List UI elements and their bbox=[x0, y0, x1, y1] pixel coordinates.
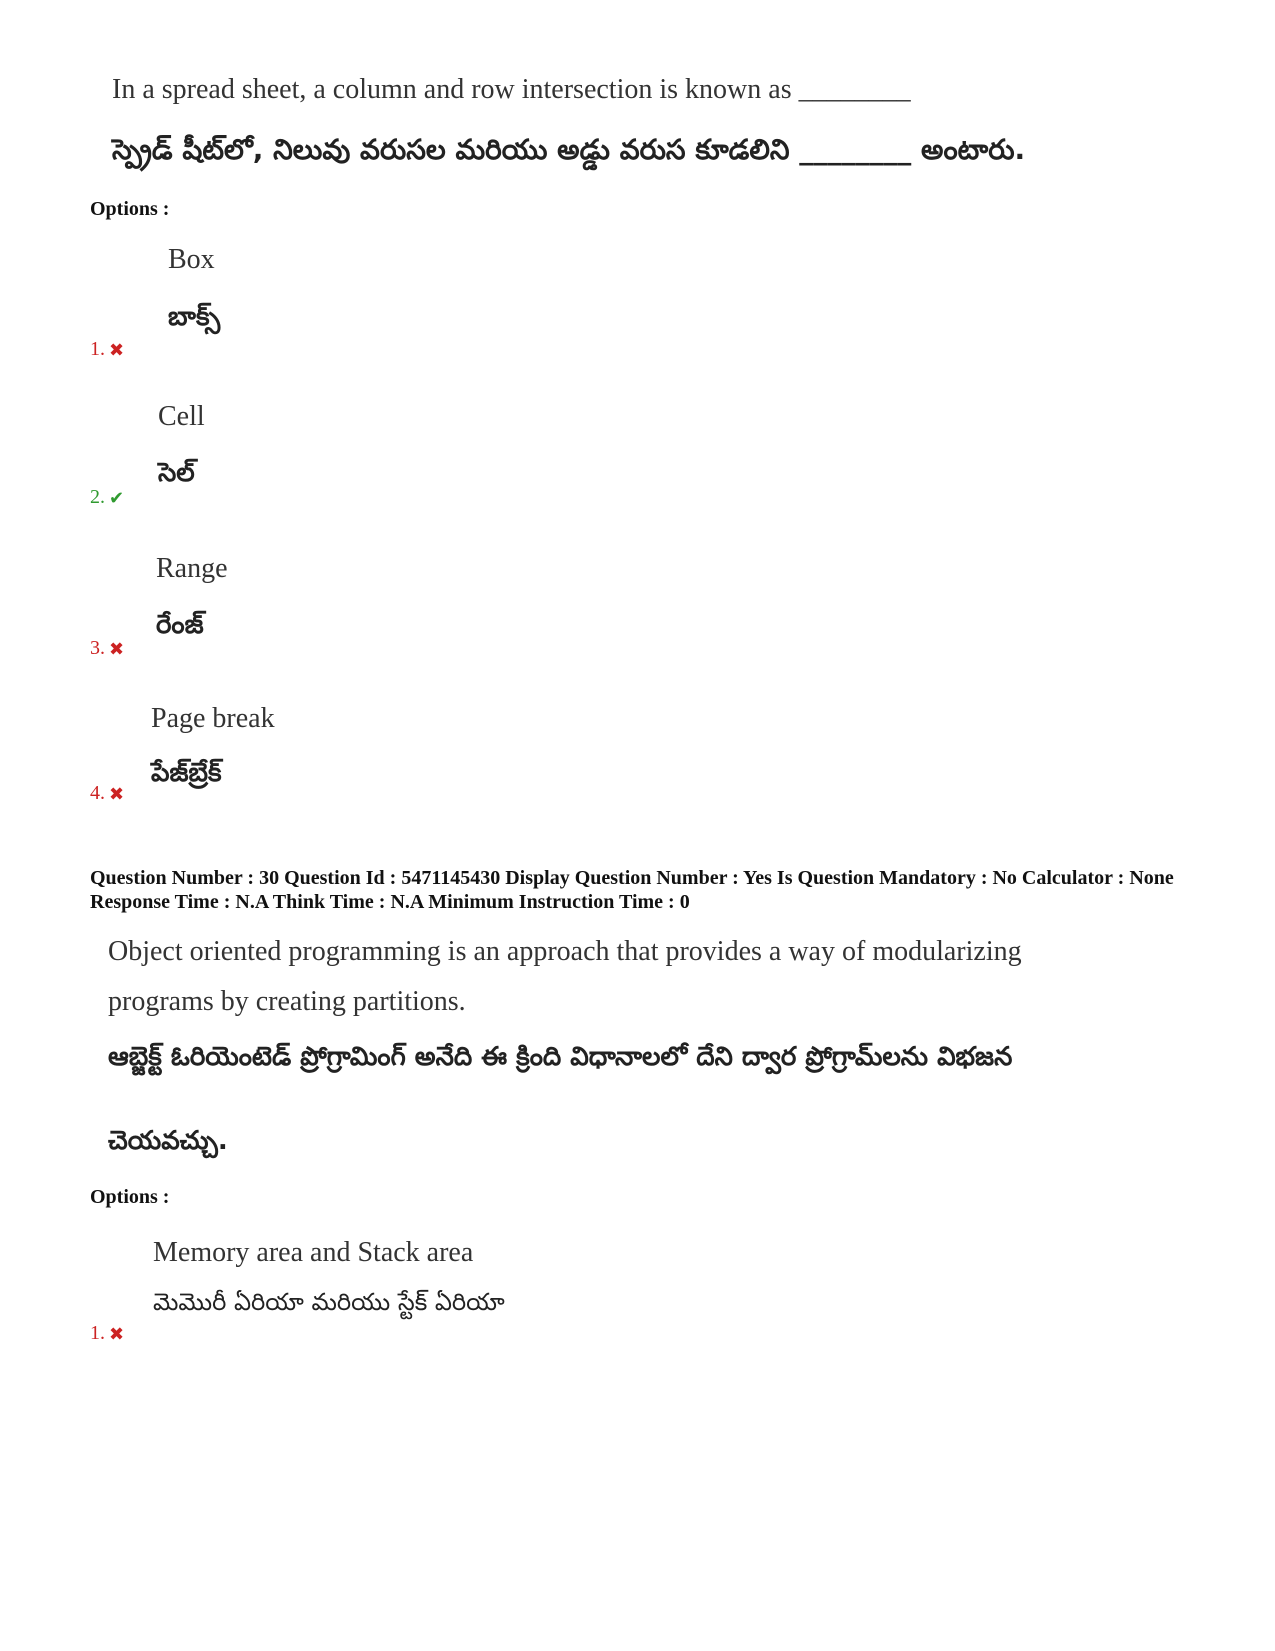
option-number: 1. bbox=[90, 338, 105, 360]
options-label: Options : bbox=[90, 198, 170, 220]
cross-icon: ✖ bbox=[109, 638, 125, 659]
option-1-text-en: Box bbox=[168, 244, 215, 275]
question-text-en-line1: Object oriented programming is an approach that provides a way of modularizing bbox=[108, 936, 1022, 967]
cross-icon: ✖ bbox=[109, 339, 125, 360]
option-number: 1. bbox=[90, 1322, 105, 1344]
option-4-text-en: Page break bbox=[151, 703, 275, 734]
option-3-text-te: రేంజ్ bbox=[156, 610, 204, 640]
check-icon: ✔ bbox=[109, 487, 125, 508]
option-number: 3. bbox=[90, 637, 105, 659]
option-1-text-te: మెమొరీ ఏరియా మరియు స్టేక్ ఏరియా bbox=[153, 1288, 505, 1316]
cross-icon: ✖ bbox=[109, 1323, 125, 1344]
option-2-marker bbox=[90, 486, 124, 509]
question-text-te-line2: చెయవచ్చు. bbox=[108, 1126, 228, 1156]
option-3-text-en: Range bbox=[156, 553, 228, 584]
cross-icon: ✖ bbox=[109, 783, 125, 804]
option-4-marker bbox=[90, 782, 124, 805]
option-number: 4. bbox=[90, 782, 105, 804]
question-text-en: In a spread sheet, a column and row intersection is known as ________ bbox=[112, 74, 911, 105]
option-4-text-te: పేజ్‌బ్రేక్ bbox=[151, 758, 222, 788]
question-meta: Question Number : 30 Question Id : 5471145430 Display Question Number : Yes Is Question Mandatory : No Calculator : None Response Time : N.A Think Time : N.A Minimum Instruction Time : 0 bbox=[90, 867, 1174, 913]
option-1-marker bbox=[90, 338, 124, 361]
option-1-marker bbox=[90, 1322, 124, 1345]
option-2-text-te: సెల్ bbox=[158, 458, 195, 488]
question-text-te: స్ప్రెడ్ షీట్‌లో, నిలువు వరుసల మరియు అడ్డు వరుస కూడలిని ________ అంటారు. bbox=[112, 133, 1026, 166]
question-text-en-line2: programs by creating partitions. bbox=[108, 986, 466, 1017]
question-text-te-line1: ఆబ్జెక్ట్ ఓరియెంటెడ్ ప్రోగ్రామింగ్ అనేది ఈ క్రింది విధానాలలో దేని ద్వార ప్రోగ్రామ్‌లను విభజన bbox=[108, 1042, 1013, 1072]
option-1-text-te: బాక్స్ bbox=[168, 302, 221, 332]
option-1-text-en: Memory area and Stack area bbox=[153, 1237, 474, 1268]
option-2-text-en: Cell bbox=[158, 401, 205, 432]
options-label: Options : bbox=[90, 1186, 170, 1208]
option-3-marker bbox=[90, 637, 124, 660]
option-number: 2. bbox=[90, 486, 105, 508]
